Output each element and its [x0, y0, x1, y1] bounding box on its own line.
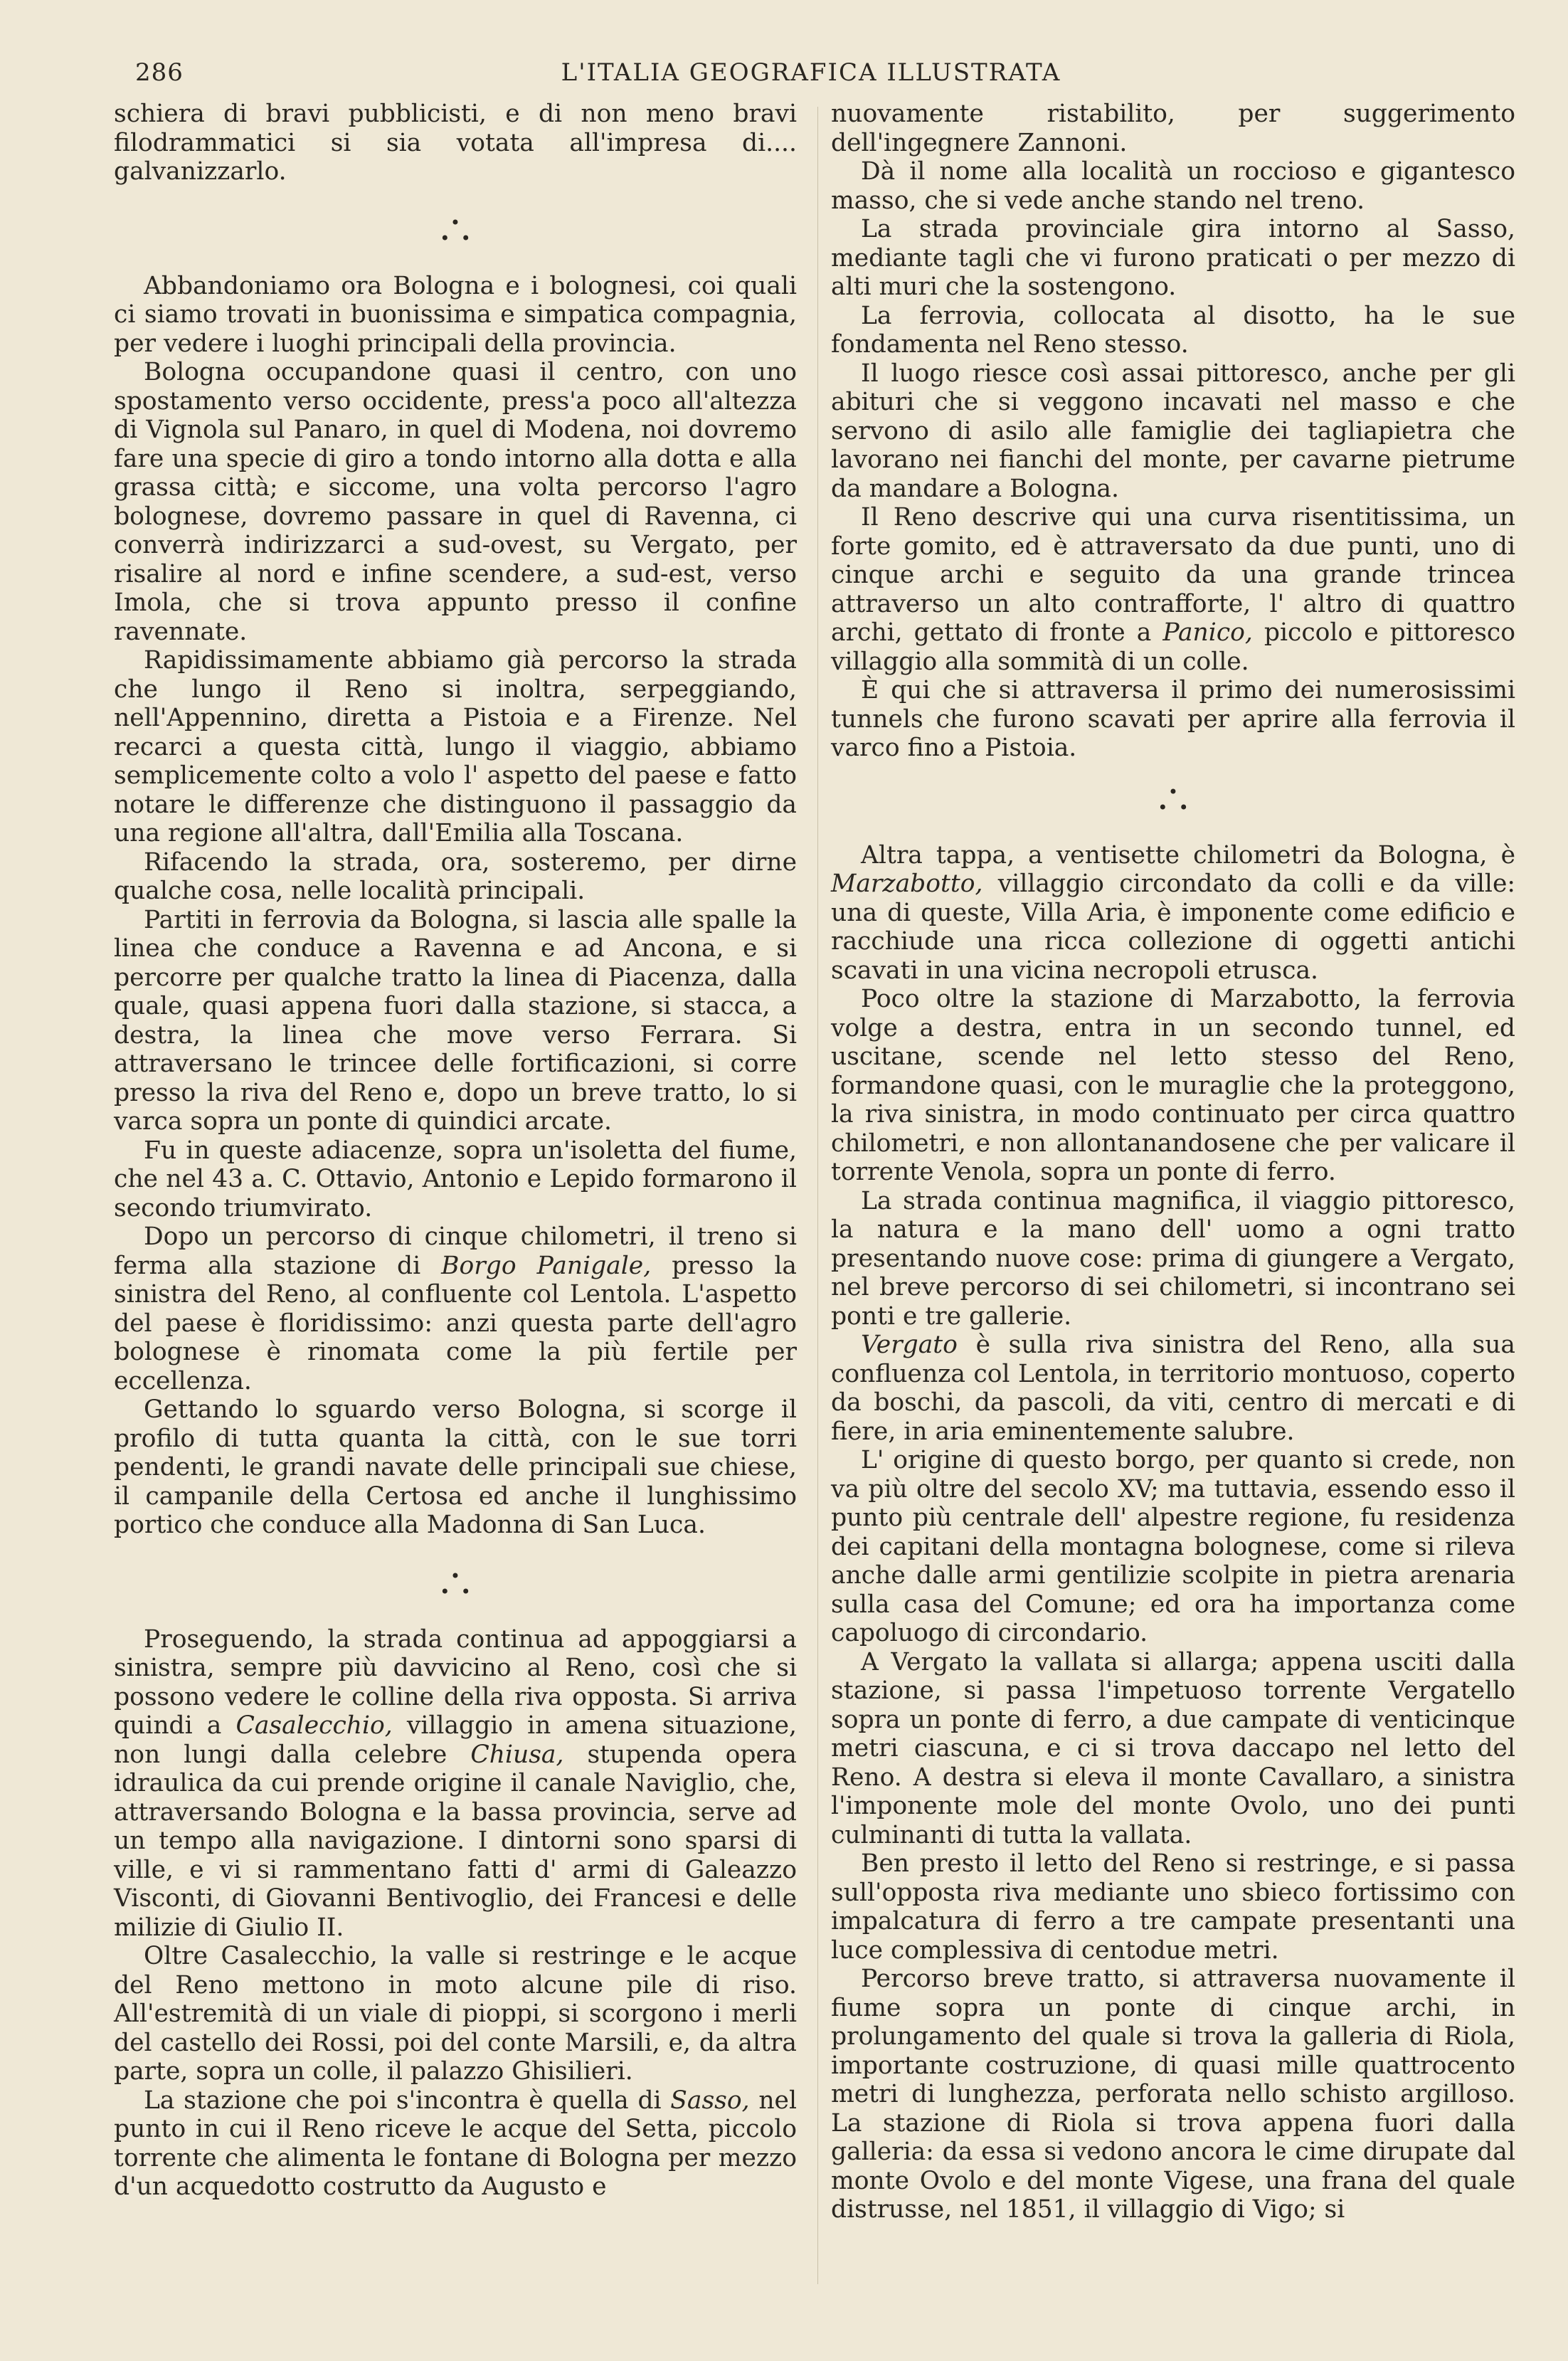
paragraph: Oltre Casalecchio, la valle si restringe e le acque del Reno mettono in moto alcune pile di riso. All'estremità di un viale di pioppi, si scorgono i merli del castello dei Rossi, poi del conte Marsili, e, da altra parte, sopra un colle, il palazzo Ghisilieri.: [114, 1942, 797, 2086]
section-ornament: [831, 781, 1515, 818]
paragraph: Fu in queste adiacenze, sopra un'isoletta del fiume, che nel 43 a. C. Ottavio, Antonio e Lepido formarono il secondo triumvirato.: [114, 1136, 797, 1222]
paragraph: Dà il nome alla località un roccioso e gigantesco masso, che si vede anche stando nel treno.: [831, 157, 1515, 215]
text-run: La stazione che poi s'incontra è quella di: [144, 2086, 671, 2115]
page-header: [114, 51, 1508, 94]
place-name: Borgo Panigale,: [441, 1251, 652, 1280]
place-name: Casalecchio,: [235, 1711, 393, 1740]
paragraph: [831, 503, 1515, 676]
paragraph: [114, 1222, 797, 1395]
text-run: villaggio in amena situazione, non lungi dalla celebre: [114, 1711, 797, 1769]
ornament-star: •: [1178, 797, 1189, 818]
place-name: Vergato: [861, 1331, 958, 1359]
paragraph: schiera di bravi pubblicisti, e di non meno bravi filodrammatici si sia votata all'impresa di.... galvanizzarlo.: [114, 100, 797, 186]
place-name: Chiusa,: [470, 1740, 564, 1769]
ornament-star: •: [1167, 781, 1179, 802]
paragraph: Ben presto il letto del Reno si restringe, e si passa sull'opposta riva mediante uno sbieco fortissimo con impalcatura di ferro a tre campate presentanti una luce complessiva di centodue metri.: [831, 1849, 1515, 1965]
paragraph: Partiti in ferrovia da Bologna, si lascia alle spalle la linea che conduce a Ravenna e ad Ancona, e si percorre per qualche tratto la linea di Piacenza, dalla quale, quasi appena fuori dalla stazione, si stacca, a destra, la linea che move verso Ferrara. Si attraversano le trincee delle fortificazioni, si corre presso la riva del Reno e, dopo un breve tratto, lo si varca sopra un ponte di quindici arcate.: [114, 905, 797, 1136]
place-name: Panico,: [1162, 618, 1253, 647]
paragraph: Gettando lo sguardo verso Bologna, si scorge il profilo di tutta quanta la città, con le sue torri pendenti, le grandi navate delle principali sue chiese, il campanile della Certosa ed anche il lunghissimo portico che conduce alla Madonna di San Luca.: [114, 1395, 797, 1539]
ornament-star: •: [450, 212, 461, 233]
place-name: Sasso,: [670, 2086, 750, 2115]
text-run: nel punto in cui il Reno riceve le acque del Setta, piccolo torrente che alimenta le fontane di Bologna per mezzo d'un acquedotto costrutto da Augusto e: [114, 2086, 797, 2201]
place-name: Marzabotto,: [831, 870, 983, 898]
paragraph: Rapidissimamente abbiamo già percorso la strada che lungo il Reno si inoltra, serpeggiando, nell'Appennino, diretta a Pistoia e a Firenze. Nel recarci a questa città, lungo il viaggio, abbiamo semplicemente colto a volo l' aspetto del paese e fatto notare le differenze che distinguono il passaggio da una regione all'altra, dall'Emilia alla Toscana.: [114, 646, 797, 847]
paragraph: [831, 841, 1515, 986]
paragraph: Poco oltre la stazione di Marzabotto, la ferrovia volge a destra, entra in un secondo tunnel, ed uscitane, scende nel letto stesso del Reno, formandone quasi, con le muraglie che la proteggono, la riva sinistra, in modo continuato per circa quattro chilometri, e non allontanandosene che per valicare il torrente Venola, sopra un ponte di ferro.: [831, 985, 1515, 1186]
paragraph: [114, 2086, 797, 2202]
paragraph: Rifacendo la strada, ora, sosteremo, per dirne qualche cosa, nelle località principali.: [114, 847, 797, 905]
paragraph: Il luogo riesce così assai pittoresco, anche per gli abituri che si veggono incavati nel masso e che servono di asilo alle famiglie dei tagliapietra che lavorano nei fianchi del monte, per cavarne pietrume da mandare a Bologna.: [831, 359, 1515, 503]
ornament-stars: [114, 228, 797, 248]
text-run: piccolo e pittoresco villaggio alla sommità di un colle.: [831, 618, 1515, 676]
ornament-star: •: [460, 1581, 471, 1602]
text-run: Altra tappa, a ventisette chilometri da Bologna, è: [861, 840, 1515, 870]
text-run: Dopo un percorso di cinque chilometri, il treno si ferma alla stazione di: [114, 1222, 797, 1280]
column-divider: [817, 107, 818, 2284]
paragraph: [114, 1625, 797, 1943]
paragraph: La ferrovia, collocata al disotto, ha le sue fondamenta nel Reno stesso.: [831, 301, 1515, 359]
ornament-star: •: [440, 228, 450, 248]
ornament-star: •: [450, 1565, 461, 1586]
paragraph: nuovamente ristabilito, per suggerimento dell'ingegnere Zannoni.: [831, 100, 1515, 157]
paragraph: A Vergato la vallata si allarga; appena usciti dalla stazione, si passa l'impetuoso torrente Vergatello sopra un ponte di ferro, a due campate di venticinque metri ciascuna, e ci si trova daccapo nel letto del Reno. A destra si eleva il monte Cavallaro, a sinistra l'imponente mole del monte Ovolo, uno dei punti culminanti di tutta la vallata.: [831, 1647, 1515, 1849]
paragraph: Abbandoniamo ora Bologna e i bolognesi, coi quali ci siamo trovati in buonissima e simpatica compagnia, per vedere i luoghi principali della provincia.: [114, 271, 797, 358]
paragraph: La strada provinciale gira intorno al Sasso, mediante tagli che vi furono praticati o per mezzo di alti muri che la sostengono.: [831, 215, 1515, 301]
paragraph: Percorso breve tratto, si attraversa nuovamente il fiume sopra un ponte di cinque archi, in prolungamento del quale si trova la galleria di Riola, importante costruzione, di quasi mille quattrocento metri di lunghezza, perforata nello schisto argilloso. La stazione di Riola si trova appena fuori dalla galleria: da essa si vedono ancora le cime dirupate dal monte Ovolo e del monte Vigese, una frana del quale distrusse, nel 1851, il villaggio di Vigo; si: [831, 1965, 1515, 2224]
text-run: è sulla riva sinistra del Reno, alla sua confluenza col Lentola, in territorio montuoso, coperto da boschi, da pascoli, da viti, centro di mercati e di fiere, in aria eminentemente salubre.: [831, 1331, 1515, 1446]
section-ornament: [114, 212, 797, 248]
ornament-stars: [831, 797, 1515, 818]
right-column: [831, 100, 1515, 2224]
ornament-star: •: [1158, 797, 1168, 818]
paragraph: La strada continua magnifica, il viaggio pittoresco, la natura e la mano dell' uomo a ogni tratto presentando nuove cose: prima di giungere a Vergato, nel breve percorso di sei chilometri, si incontrano sei ponti e tre gallerie.: [831, 1186, 1515, 1331]
paragraph: [831, 1331, 1515, 1446]
paragraph: Bologna occupandone quasi il centro, con uno spostamento verso occidente, press'a poco all'altezza di Vignola sul Panaro, in quel di Modena, noi dovremo fare una specie di giro a tondo intorno alla dotta e alla grassa città; e siccome, una volta percorso l'agro bolognese, dovremo passare in quel di Ravenna, ci converrà indirizzarci a sud-ovest, su Vergato, per risalire al nord e infine scendere, a sud-est, verso Imola, che si trova appunto presso il confine ravennate.: [114, 358, 797, 646]
page-number: 286: [135, 58, 184, 87]
left-column: [114, 100, 797, 2202]
text-run: Il Reno descrive qui una curva risentitissima, un forte gomito, ed è attraversato da due punti, uno di cinque archi e seguito da una grande trincea attraverso un alto contrafforte, l' altro di quattro archi, gettato di fronte a: [831, 503, 1515, 647]
text-run: Proseguendo, la strada continua ad appoggiarsi a sinistra, sempre più davvicino al Reno, così che si possono vedere le colline della riva opposta. Si arriva quindi a: [114, 1625, 797, 1740]
ornament-star: •: [460, 228, 471, 248]
ornament-stars: [114, 1581, 797, 1602]
text-run: presso la sinistra del Reno, al confluente col Lentola. L'aspetto del paese è floridissimo: anzi questa parte dell'agro bolognese è rinomata come la più fertile per eccellenza.: [114, 1251, 798, 1395]
paragraph: L' origine di questo borgo, per quanto si crede, non va più oltre del secolo XV; ma tuttavia, essendo esso il punto più centrale dell' alpestre regione, fu residenza dei capitani della montagna bolognese, come si rileva anche dalle armi gentilizie scolpite in pietra arenaria sulla casa del Comune; ed ora ha importanza come capoluogo di circondario.: [831, 1446, 1515, 1647]
section-ornament: [114, 1565, 797, 1602]
paragraph: È qui che si attraversa il primo dei numerosissimi tunnels che furono scavati per aprire alla ferrovia il varco fino a Pistoia.: [831, 676, 1515, 762]
text-run: villaggio circondato da colli e da ville: una di queste, Villa Aria, è imponente come edificio e racchiude una ricca collezione di oggetti antichi scavati in una vicina necropoli etrusca.: [831, 870, 1515, 985]
text-run: stupenda opera idraulica da cui prende origine il canale Naviglio, che, attraversando Bologna e la bassa provincia, serve ad un tempo alla navigazione. I dintorni sono sparsi di ville, e vi si rammentano fatti d' armi di Galeazzo Visconti, di Giovanni Bentivoglio, dei Francesi e delle milizie di Giulio II.: [114, 1740, 797, 1942]
running-title: L'ITALIA GEOGRAFICA ILLUSTRATA: [561, 58, 1061, 87]
ornament-star: •: [440, 1581, 450, 1602]
